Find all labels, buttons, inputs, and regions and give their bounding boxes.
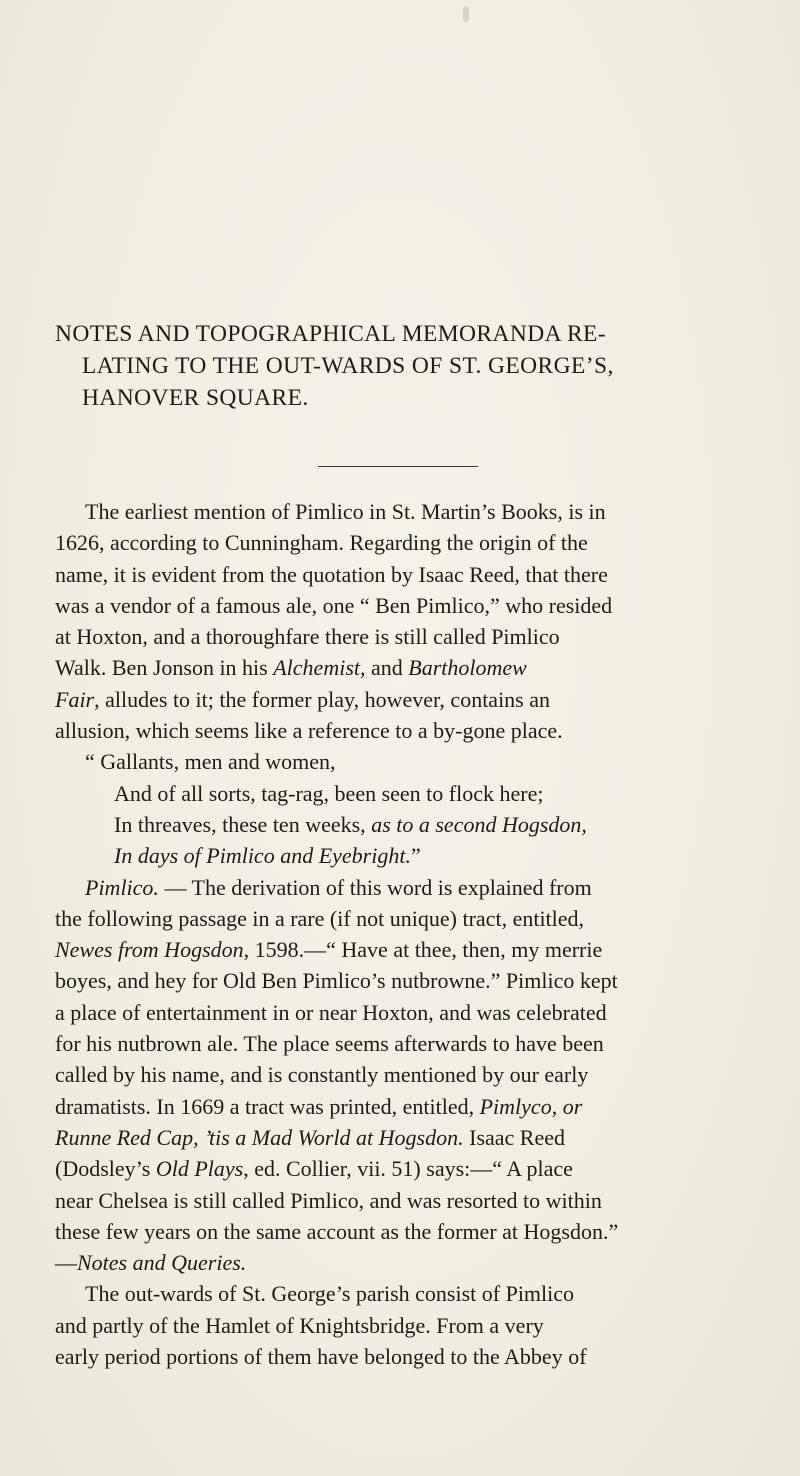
italic-title-newes: Newes from Hogsdon, xyxy=(55,937,250,963)
title-line-2: LATING TO THE OUT-WARDS OF ST. GEORGE’S, xyxy=(82,353,614,379)
italic-title-old-plays: Old Plays xyxy=(155,1156,244,1182)
body-line: boyes, and hey for Old Ben Pimlico’s nutbrowne.” Pimlico kept xyxy=(55,968,618,994)
document-body xyxy=(55,496,780,1372)
body-line: name, it is evident from the quotation by Isaac Reed, that there xyxy=(55,561,608,587)
body-text: ” xyxy=(410,843,421,869)
verse-line xyxy=(55,809,780,840)
italic-text: as to a second Hogsdon, xyxy=(371,811,587,837)
body-text: 1598.—“ Have at thee, then, my merrie xyxy=(249,937,603,963)
verse-line: And of all sorts, tag-rag, been seen to flock here; xyxy=(114,780,544,806)
body-line xyxy=(55,684,780,715)
body-line: these few years on the same account as the former at Hogsdon.” xyxy=(55,1218,619,1244)
italic-heading-pimlico: Pimlico. xyxy=(85,874,159,900)
body-line: 1626, according to Cunningham. Regarding the origin of the xyxy=(55,530,588,556)
italic-title-pimlyco: Pimlyco, or xyxy=(479,1093,583,1119)
body-line: for his nutbrown ale. The place seems afterwards to have been xyxy=(55,1031,604,1057)
body-text: Isaac Reed xyxy=(463,1124,566,1150)
body-text: (Dodsley’s xyxy=(55,1156,156,1182)
body-text: — The derivation of this word is explained from xyxy=(158,874,592,900)
body-line xyxy=(55,1091,780,1122)
body-line: called by his name, and is constantly mentioned by our early xyxy=(55,1062,589,1088)
verse-line xyxy=(55,840,780,871)
body-line: and partly of the Hamlet of Knightsbridge. From a very xyxy=(55,1312,544,1338)
italic-title-alchemist: Alchemist, xyxy=(273,655,366,681)
body-text: In threaves, these ten weeks, xyxy=(114,811,372,837)
body-line xyxy=(55,1247,780,1278)
body-line xyxy=(55,652,780,683)
document-title xyxy=(55,318,775,414)
paper-mark xyxy=(463,6,469,22)
italic-title-fair: Fair xyxy=(55,686,95,712)
italic-text: In days of Pimlico and Eyebright. xyxy=(114,843,411,869)
title-divider xyxy=(318,466,478,467)
body-line xyxy=(55,934,780,965)
body-text: — xyxy=(55,1250,77,1276)
body-text: dramatists. In 1669 a tract was printed, entitled, xyxy=(55,1093,480,1119)
body-line: The earliest mention of Pimlico in St. Martin’s Books, is in xyxy=(85,499,606,524)
body-text: , alludes to it; the former play, however, contains an xyxy=(94,686,551,712)
body-text: and xyxy=(365,655,409,681)
verse-line: “ Gallants, men and women, xyxy=(85,749,336,775)
body-line: a place of entertainment in or near Hoxton, and was celebrated xyxy=(55,999,607,1025)
italic-title-bartholomew: Bartholomew xyxy=(408,655,527,681)
body-line: near Chelsea is still called Pimlico, and was resorted to within xyxy=(55,1187,602,1213)
italic-title-runne: Runne Red Cap, ’tis a Mad World at Hogsdon. xyxy=(55,1124,464,1150)
body-line: at Hoxton, and a thoroughfare there is still called Pimlico xyxy=(55,624,560,650)
body-line xyxy=(55,1122,780,1153)
title-line-3: HANOVER SQUARE. xyxy=(82,385,309,411)
body-line: was a vendor of a famous ale, one “ Ben Pimlico,” who resided xyxy=(55,592,613,618)
body-line xyxy=(55,872,780,903)
body-line: early period portions of them have belonged to the Abbey of xyxy=(55,1344,587,1370)
body-line: the following passage in a rare (if not unique) tract, entitled, xyxy=(55,905,585,931)
title-line-1: NOTES AND TOPOGRAPHICAL MEMORANDA RE- xyxy=(55,321,606,347)
body-line: allusion, which seems like a reference to a by-gone place. xyxy=(55,718,563,744)
body-line xyxy=(55,1153,780,1184)
body-line: The out-wards of St. George’s parish consist of Pimlico xyxy=(85,1281,575,1307)
italic-source-notes-and-queries: Notes and Queries. xyxy=(77,1250,247,1276)
body-text: , ed. Collier, vii. 51) says:—“ A place xyxy=(243,1156,573,1182)
body-text: Walk. Ben Jonson in his xyxy=(55,655,274,681)
